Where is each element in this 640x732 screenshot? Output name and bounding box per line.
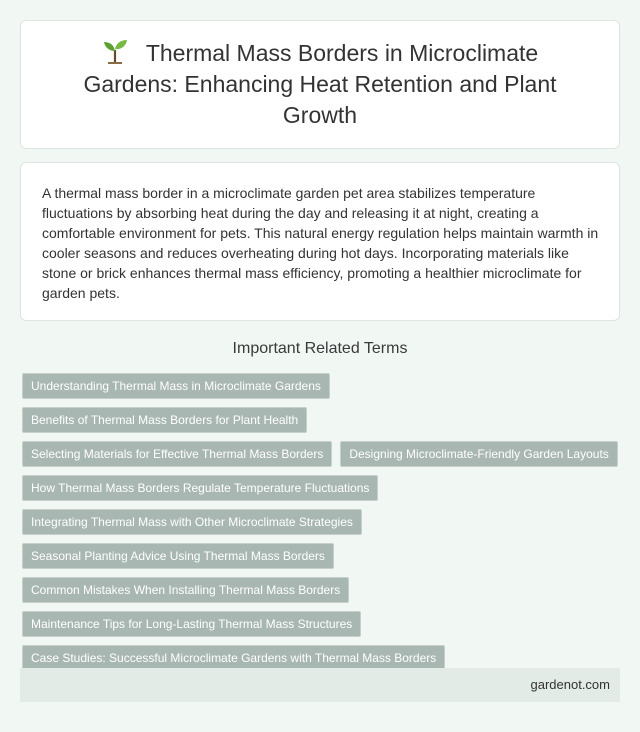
related-terms-list	[22, 373, 620, 671]
related-term-tag[interactable]: Designing Microclimate-Friendly Garden Layouts	[340, 441, 617, 467]
related-term-tag[interactable]: Selecting Materials for Effective Thermal Mass Borders	[22, 441, 332, 467]
summary-card	[20, 162, 620, 321]
page-title	[61, 38, 579, 131]
related-term-tag[interactable]: Understanding Thermal Mass in Microclimate Gardens	[22, 373, 330, 399]
sprout-icon	[102, 38, 128, 64]
related-term-tag[interactable]: Maintenance Tips for Long-Lasting Thermal Mass Structures	[22, 611, 361, 637]
related-term-tag[interactable]: Integrating Thermal Mass with Other Microclimate Strategies	[22, 509, 362, 535]
title-card	[20, 20, 620, 149]
page-title-text: Thermal Mass Borders in Microclimate Gardens: Enhancing Heat Retention and Plant Growth	[83, 40, 557, 128]
related-term-tag[interactable]: Case Studies: Successful Microclimate Gardens with Thermal Mass Borders	[22, 645, 445, 671]
footer-site-link[interactable]: gardenot.com	[530, 677, 610, 692]
footer	[20, 668, 620, 702]
summary-text: A thermal mass border in a microclimate garden pet area stabilizes temperature fluctuations by absorbing heat during the day and releasing it at night, creating a comfortable environment for pets. This natural energy regulation helps maintain warmth in cooler seasons and reduces overheating during hot days. Incorporating materials like stone or brick enhances thermal mass efficiency, promoting a healthier microclimate for garden pets.	[42, 185, 599, 301]
related-terms-heading: Important Related Terms	[232, 340, 408, 357]
related-term-tag[interactable]: Seasonal Planting Advice Using Thermal Mass Borders	[22, 543, 334, 569]
related-term-tag[interactable]: How Thermal Mass Borders Regulate Temperature Fluctuations	[22, 475, 378, 501]
related-term-tag[interactable]: Common Mistakes When Installing Thermal Mass Borders	[22, 577, 349, 603]
related-term-tag[interactable]: Benefits of Thermal Mass Borders for Plant Health	[22, 407, 307, 433]
